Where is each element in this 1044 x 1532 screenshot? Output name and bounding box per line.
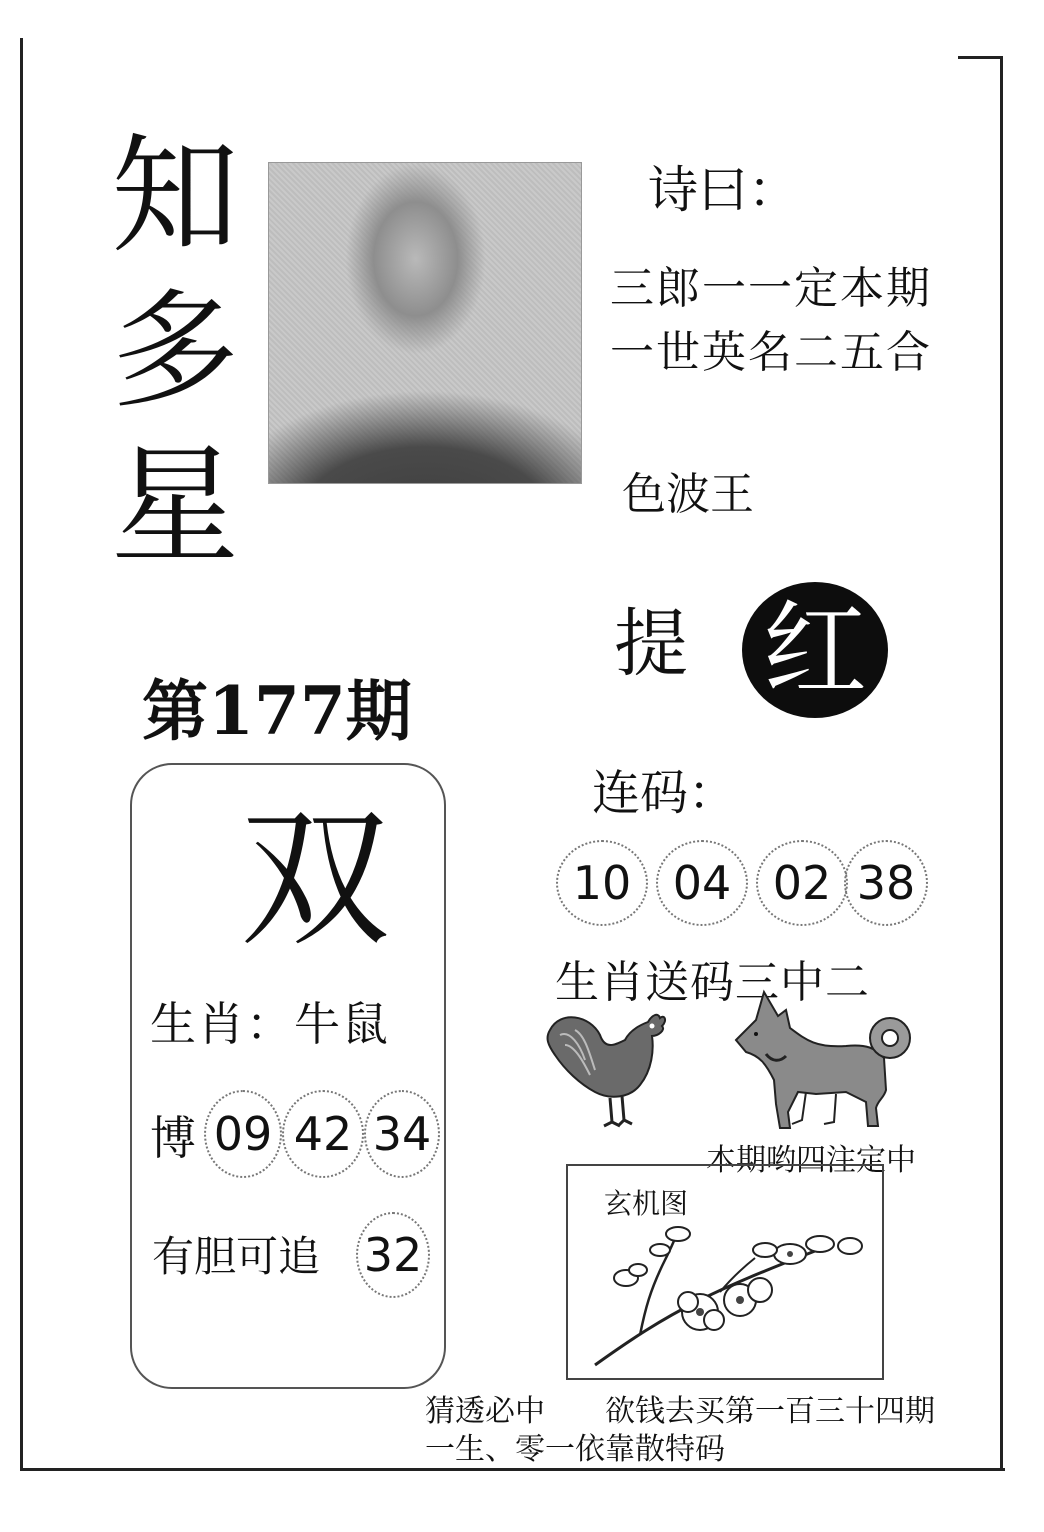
mystery-picture-label: 玄机图	[604, 1187, 689, 1220]
tip-color-circle: 红	[742, 582, 888, 718]
bo-number-2: 42	[282, 1090, 364, 1178]
lianma-number-4: 38	[844, 840, 928, 926]
dog-icon	[726, 988, 916, 1134]
chase-label: 有胆可追	[152, 1232, 321, 1281]
this-issue-note: 本期哟四注定中	[706, 1143, 916, 1178]
frame-right-line	[1000, 56, 1003, 1468]
lianma-number-2: 04	[656, 840, 748, 926]
title-char-1: 知	[110, 122, 239, 271]
zodiac-line: 生肖：牛鼠	[150, 997, 390, 1051]
lianma-number-1: 10	[556, 840, 648, 926]
tip-label: 提	[614, 601, 688, 687]
rooster-icon	[540, 1000, 670, 1130]
bottom-note-1: 猜透必中 欲钱去买第一百三十四期	[425, 1394, 935, 1429]
lianma-label: 连码：	[592, 765, 737, 821]
title-char-3: 星	[110, 432, 239, 581]
bo-number-3: 34	[364, 1090, 440, 1178]
zodiac-gift-label: 生肖送码三中二	[555, 957, 870, 1008]
bo-label: 博	[150, 1111, 196, 1165]
chase-number: 32	[356, 1212, 430, 1298]
title-char-2: 多	[110, 277, 239, 426]
poem-heading: 诗曰：	[648, 161, 798, 219]
portrait-photo	[268, 162, 582, 484]
poem-line-1: 三郎一一定本期	[610, 263, 932, 314]
issue-number: 第177期	[142, 672, 412, 750]
lianma-number-3: 02	[756, 840, 848, 926]
bottom-note-2: 一生、零一依靠散特码	[425, 1432, 725, 1467]
poem-line-2: 一世英名二五合	[610, 327, 932, 378]
frame-corner-line	[958, 56, 1002, 59]
flowering-branch-icon	[590, 1220, 870, 1370]
color-king-label: 色波王	[622, 469, 754, 520]
parity-label: 双	[240, 793, 391, 967]
bo-number-1: 09	[204, 1090, 282, 1178]
